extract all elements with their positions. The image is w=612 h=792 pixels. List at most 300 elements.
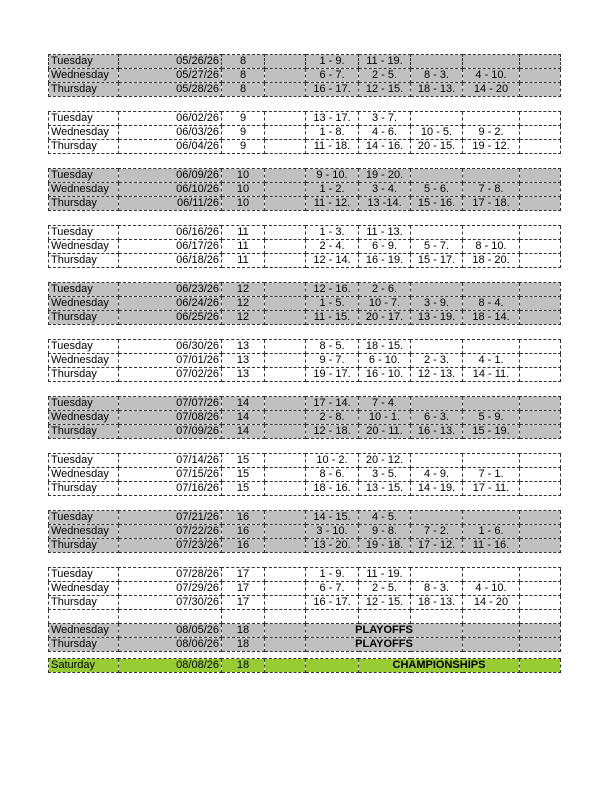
blank-cell [463, 610, 520, 624]
spacer-cell [49, 382, 561, 397]
day-cell: Wednesday [49, 126, 119, 140]
game-row [49, 596, 561, 610]
game-row [49, 297, 561, 311]
matchup-cell: 3 - 10. [306, 525, 359, 539]
empty-cell [265, 140, 306, 154]
empty-cell [265, 240, 306, 254]
empty-cell [520, 240, 561, 254]
game-row [49, 354, 561, 368]
spacer-cell [49, 652, 561, 659]
day-cell: Wednesday [49, 525, 119, 539]
date-cell: 07/30/26 [119, 596, 222, 610]
week-cell: 17 [222, 568, 265, 582]
matchup-cell: 14 - 15. [306, 511, 359, 525]
date-cell: 07/21/26 [119, 511, 222, 525]
matchup-cell: 16 - 13. [411, 425, 463, 439]
spacer-cell [49, 97, 561, 112]
empty-cell [265, 354, 306, 368]
matchup-cell: 7 - 1. [463, 468, 520, 482]
empty-cell [265, 226, 306, 240]
empty-cell [520, 539, 561, 553]
matchup-cell: 1 - 5. [306, 297, 359, 311]
date-cell: 06/24/26 [119, 297, 222, 311]
matchup-cell [411, 568, 463, 582]
week-cell: 13 [222, 354, 265, 368]
matchup-cell: 8 - 5. [306, 340, 359, 354]
matchup-cell: 20 - 17. [359, 311, 411, 325]
game-row [49, 69, 561, 83]
matchup-cell: 5 - 9. [463, 411, 520, 425]
matchup-cell: 17 - 14. [306, 397, 359, 411]
day-cell: Saturday [49, 659, 119, 673]
empty-cell [265, 126, 306, 140]
game-row [49, 511, 561, 525]
week-cell: 14 [222, 411, 265, 425]
day-cell: Tuesday [49, 454, 119, 468]
game-row [49, 468, 561, 482]
week-cell: 9 [222, 140, 265, 154]
empty-cell [265, 638, 306, 652]
day-cell: Wednesday [49, 69, 119, 83]
matchup-cell: 3 - 9. [411, 297, 463, 311]
matchup-cell: 4 - 6. [359, 126, 411, 140]
empty-cell [520, 126, 561, 140]
day-cell: Thursday [49, 140, 119, 154]
game-row [49, 140, 561, 154]
date-cell: 06/18/26 [119, 254, 222, 268]
empty-cell [265, 397, 306, 411]
matchup-cell: 2 - 6. [359, 283, 411, 297]
matchup-cell: 3 - 7. [359, 112, 411, 126]
day-cell: Tuesday [49, 226, 119, 240]
empty-cell [265, 283, 306, 297]
spacer-row [49, 382, 561, 397]
day-cell: Tuesday [49, 55, 119, 69]
spacer-cell [49, 211, 561, 226]
empty-cell [463, 624, 520, 638]
matchup-cell [411, 283, 463, 297]
day-cell: Wednesday [49, 297, 119, 311]
empty-cell [265, 596, 306, 610]
empty-cell [520, 354, 561, 368]
matchup-cell: 11 - 15. [306, 311, 359, 325]
day-cell: Wednesday [49, 468, 119, 482]
empty-cell [520, 69, 561, 83]
empty-cell [520, 297, 561, 311]
game-row [49, 226, 561, 240]
game-row [49, 425, 561, 439]
matchup-cell: 8 - 10. [463, 240, 520, 254]
matchup-cell: 10 - 2. [306, 454, 359, 468]
matchup-cell: 8 - 4. [463, 297, 520, 311]
spacer-cell [49, 439, 561, 454]
empty-cell [520, 468, 561, 482]
game-row [49, 482, 561, 496]
matchup-cell: 7 - 2. [411, 525, 463, 539]
matchup-cell: 8 - 3. [411, 582, 463, 596]
empty-cell [265, 454, 306, 468]
empty-cell [265, 411, 306, 425]
empty-cell [520, 140, 561, 154]
matchup-cell: 2 - 5. [359, 69, 411, 83]
matchup-cell: 20 - 11. [359, 425, 411, 439]
matchup-cell: 17 - 12. [411, 539, 463, 553]
empty-cell [520, 112, 561, 126]
date-cell: 05/27/26 [119, 69, 222, 83]
matchup-cell: 3 - 4. [359, 183, 411, 197]
game-row [49, 411, 561, 425]
spacer-row [49, 211, 561, 226]
matchup-cell: 9 - 7. [306, 354, 359, 368]
empty-cell [520, 568, 561, 582]
matchup-cell: 19 - 18. [359, 539, 411, 553]
matchup-cell: 8 - 6. [306, 468, 359, 482]
matchup-cell: 10 - 1. [359, 411, 411, 425]
matchup-cell [411, 511, 463, 525]
matchup-cell: 8 - 3. [411, 69, 463, 83]
day-cell: Thursday [49, 197, 119, 211]
week-cell: 12 [222, 311, 265, 325]
date-cell: 08/05/26 [119, 624, 222, 638]
empty-cell [265, 368, 306, 382]
day-cell: Thursday [49, 638, 119, 652]
matchup-cell: 2 - 5. [359, 582, 411, 596]
date-cell: 07/23/26 [119, 539, 222, 553]
day-cell: Thursday [49, 368, 119, 382]
spacer-cell [49, 268, 561, 283]
empty-cell [520, 425, 561, 439]
game-row [49, 112, 561, 126]
empty-cell [520, 169, 561, 183]
date-cell: 07/29/26 [119, 582, 222, 596]
empty-cell [520, 659, 561, 673]
empty-cell [520, 596, 561, 610]
empty-cell [520, 511, 561, 525]
matchup-cell: 10 - 7. [359, 297, 411, 311]
game-row [49, 240, 561, 254]
matchup-cell: 1 - 3. [306, 226, 359, 240]
empty-cell [265, 112, 306, 126]
matchup-cell [411, 340, 463, 354]
game-row [49, 169, 561, 183]
matchup-cell: 5 - 7. [411, 240, 463, 254]
day-cell: Tuesday [49, 511, 119, 525]
week-cell: 9 [222, 112, 265, 126]
game-row [49, 454, 561, 468]
empty-cell [306, 659, 359, 673]
day-cell: Tuesday [49, 283, 119, 297]
matchup-cell [411, 454, 463, 468]
empty-cell [520, 454, 561, 468]
empty-cell [520, 340, 561, 354]
empty-cell [265, 539, 306, 553]
matchup-cell: 15 - 19. [463, 425, 520, 439]
matchup-cell: 1 - 9. [306, 568, 359, 582]
week-cell: 18 [222, 624, 265, 638]
matchup-cell: 6 - 3. [411, 411, 463, 425]
matchup-cell [411, 397, 463, 411]
matchup-cell: 13 - 17. [306, 112, 359, 126]
empty-cell [265, 311, 306, 325]
week-cell: 8 [222, 55, 265, 69]
game-row [49, 397, 561, 411]
week-cell: 14 [222, 425, 265, 439]
week-cell: 8 [222, 83, 265, 97]
day-cell: Thursday [49, 539, 119, 553]
matchup-cell: 9 - 2. [463, 126, 520, 140]
blank-cell [49, 610, 119, 624]
matchup-cell: 18 - 20. [463, 254, 520, 268]
day-cell: Wednesday [49, 240, 119, 254]
playoff-row [49, 638, 561, 652]
date-cell: 07/28/26 [119, 568, 222, 582]
matchup-cell: 6 - 7. [306, 582, 359, 596]
empty-cell [265, 525, 306, 539]
matchup-cell: 16 - 19. [359, 254, 411, 268]
empty-cell [520, 254, 561, 268]
matchup-cell [463, 112, 520, 126]
week-cell: 18 [222, 659, 265, 673]
date-cell: 07/15/26 [119, 468, 222, 482]
blank-cell [306, 610, 359, 624]
spacer-cell [49, 553, 561, 568]
empty-cell [520, 55, 561, 69]
week-cell: 11 [222, 254, 265, 268]
day-cell: Wednesday [49, 354, 119, 368]
matchup-cell [463, 55, 520, 69]
week-cell: 11 [222, 226, 265, 240]
matchup-cell: 19 - 12. [463, 140, 520, 154]
empty-cell [520, 368, 561, 382]
date-cell: 07/09/26 [119, 425, 222, 439]
date-cell: 06/02/26 [119, 112, 222, 126]
week-cell: 8 [222, 69, 265, 83]
empty-cell [265, 624, 306, 638]
empty-cell [265, 69, 306, 83]
week-cell: 16 [222, 511, 265, 525]
matchup-cell: 11 - 19. [359, 55, 411, 69]
empty-cell [520, 525, 561, 539]
empty-cell [520, 624, 561, 638]
matchup-cell [463, 283, 520, 297]
matchup-cell: 18 - 13. [411, 596, 463, 610]
empty-cell [265, 568, 306, 582]
empty-cell [520, 183, 561, 197]
matchup-cell: 20 - 12. [359, 454, 411, 468]
blank-row [49, 610, 561, 624]
empty-cell [265, 254, 306, 268]
matchup-cell: 12 - 15. [359, 596, 411, 610]
schedule-table [48, 54, 561, 673]
championship-row [49, 659, 561, 673]
game-row [49, 197, 561, 211]
matchup-cell: 4 - 1. [463, 354, 520, 368]
matchup-cell: 14 - 11. [463, 368, 520, 382]
matchup-cell: 7 - 4. [359, 397, 411, 411]
spacer-cell [49, 325, 561, 340]
matchup-cell: 12 - 14. [306, 254, 359, 268]
empty-cell [520, 582, 561, 596]
week-cell: 16 [222, 539, 265, 553]
game-row [49, 525, 561, 539]
blank-cell [265, 610, 306, 624]
matchup-cell: 15 - 16. [411, 197, 463, 211]
day-cell: Tuesday [49, 568, 119, 582]
date-cell: 07/16/26 [119, 482, 222, 496]
playoffs-label: PLAYOFFS [306, 624, 463, 638]
matchup-cell: 16 - 17. [306, 83, 359, 97]
date-cell: 06/04/26 [119, 140, 222, 154]
game-row [49, 568, 561, 582]
matchup-cell: 11 - 16. [463, 539, 520, 553]
matchup-cell: 14 - 19. [411, 482, 463, 496]
matchup-cell: 11 - 12. [306, 197, 359, 211]
matchup-cell [463, 226, 520, 240]
day-cell: Wednesday [49, 411, 119, 425]
date-cell: 06/17/26 [119, 240, 222, 254]
day-cell: Wednesday [49, 183, 119, 197]
empty-cell [265, 297, 306, 311]
matchup-cell: 18 - 16. [306, 482, 359, 496]
matchup-cell: 18 - 15. [359, 340, 411, 354]
matchup-cell: 16 - 10. [359, 368, 411, 382]
matchup-cell [411, 112, 463, 126]
spacer-row [49, 439, 561, 454]
matchup-cell: 18 - 13. [411, 83, 463, 97]
matchup-cell: 1 - 8. [306, 126, 359, 140]
empty-cell [265, 55, 306, 69]
blank-cell [222, 610, 265, 624]
matchup-cell [463, 454, 520, 468]
blank-cell [411, 610, 463, 624]
empty-cell [520, 638, 561, 652]
spacer-cell [49, 154, 561, 169]
matchup-cell: 2 - 8. [306, 411, 359, 425]
matchup-cell: 1 - 6. [463, 525, 520, 539]
matchup-cell: 18 - 14. [463, 311, 520, 325]
date-cell: 07/22/26 [119, 525, 222, 539]
empty-cell [265, 197, 306, 211]
empty-cell [520, 482, 561, 496]
day-cell: Tuesday [49, 340, 119, 354]
spacer-row [49, 154, 561, 169]
empty-cell [520, 83, 561, 97]
matchup-cell: 5 - 6. [411, 183, 463, 197]
matchup-cell [463, 340, 520, 354]
matchup-cell: 19 - 20. [359, 169, 411, 183]
matchup-cell: 17 - 18. [463, 197, 520, 211]
empty-cell [265, 582, 306, 596]
matchup-cell: 4 - 10. [463, 582, 520, 596]
championships-label: CHAMPIONSHIPS [359, 659, 520, 673]
empty-cell [520, 411, 561, 425]
matchup-cell [411, 226, 463, 240]
day-cell: Wednesday [49, 624, 119, 638]
spacer-row [49, 496, 561, 511]
game-row [49, 340, 561, 354]
week-cell: 15 [222, 468, 265, 482]
matchup-cell: 16 - 17. [306, 596, 359, 610]
game-row [49, 126, 561, 140]
week-cell: 13 [222, 340, 265, 354]
empty-cell [265, 340, 306, 354]
empty-cell [265, 482, 306, 496]
date-cell: 06/16/26 [119, 226, 222, 240]
matchup-cell: 10 - 5. [411, 126, 463, 140]
day-cell: Thursday [49, 254, 119, 268]
matchup-cell: 12 - 18. [306, 425, 359, 439]
matchup-cell [463, 397, 520, 411]
matchup-cell: 14 - 16. [359, 140, 411, 154]
matchup-cell: 4 - 9. [411, 468, 463, 482]
matchup-cell: 12 - 13. [411, 368, 463, 382]
date-cell: 06/03/26 [119, 126, 222, 140]
spacer-row [49, 652, 561, 659]
spacer-row [49, 553, 561, 568]
game-row [49, 368, 561, 382]
matchup-cell: 1 - 9. [306, 55, 359, 69]
week-cell: 10 [222, 169, 265, 183]
matchup-cell: 12 - 16. [306, 283, 359, 297]
date-cell: 08/06/26 [119, 638, 222, 652]
game-row [49, 283, 561, 297]
day-cell: Tuesday [49, 169, 119, 183]
week-cell: 14 [222, 397, 265, 411]
matchup-cell [411, 169, 463, 183]
date-cell: 07/14/26 [119, 454, 222, 468]
date-cell: 07/07/26 [119, 397, 222, 411]
week-cell: 10 [222, 197, 265, 211]
matchup-cell: 13 - 19. [411, 311, 463, 325]
blank-cell [520, 610, 561, 624]
playoffs-label: PLAYOFFS [306, 638, 463, 652]
game-row [49, 83, 561, 97]
matchup-cell: 11 - 19. [359, 568, 411, 582]
date-cell: 06/25/26 [119, 311, 222, 325]
empty-cell [265, 659, 306, 673]
week-cell: 18 [222, 638, 265, 652]
empty-cell [520, 283, 561, 297]
matchup-cell: 2 - 4. [306, 240, 359, 254]
empty-cell [265, 169, 306, 183]
week-cell: 12 [222, 297, 265, 311]
matchup-cell: 6 - 7. [306, 69, 359, 83]
matchup-cell: 20 - 15. [411, 140, 463, 154]
week-cell: 12 [222, 283, 265, 297]
empty-cell [265, 468, 306, 482]
matchup-cell: 9 - 8. [359, 525, 411, 539]
matchup-cell: 15 - 17. [411, 254, 463, 268]
empty-cell [520, 197, 561, 211]
week-cell: 9 [222, 126, 265, 140]
matchup-cell [463, 568, 520, 582]
schedule-body [49, 55, 561, 673]
matchup-cell: 1 - 2. [306, 183, 359, 197]
empty-cell [520, 397, 561, 411]
game-row [49, 55, 561, 69]
matchup-cell: 14 - 20 [463, 83, 520, 97]
empty-cell [265, 511, 306, 525]
week-cell: 11 [222, 240, 265, 254]
day-cell: Wednesday [49, 582, 119, 596]
day-cell: Thursday [49, 83, 119, 97]
week-cell: 10 [222, 183, 265, 197]
empty-cell [520, 226, 561, 240]
empty-cell [265, 425, 306, 439]
date-cell: 05/28/26 [119, 83, 222, 97]
matchup-cell: 19 - 17. [306, 368, 359, 382]
date-cell: 08/08/26 [119, 659, 222, 673]
